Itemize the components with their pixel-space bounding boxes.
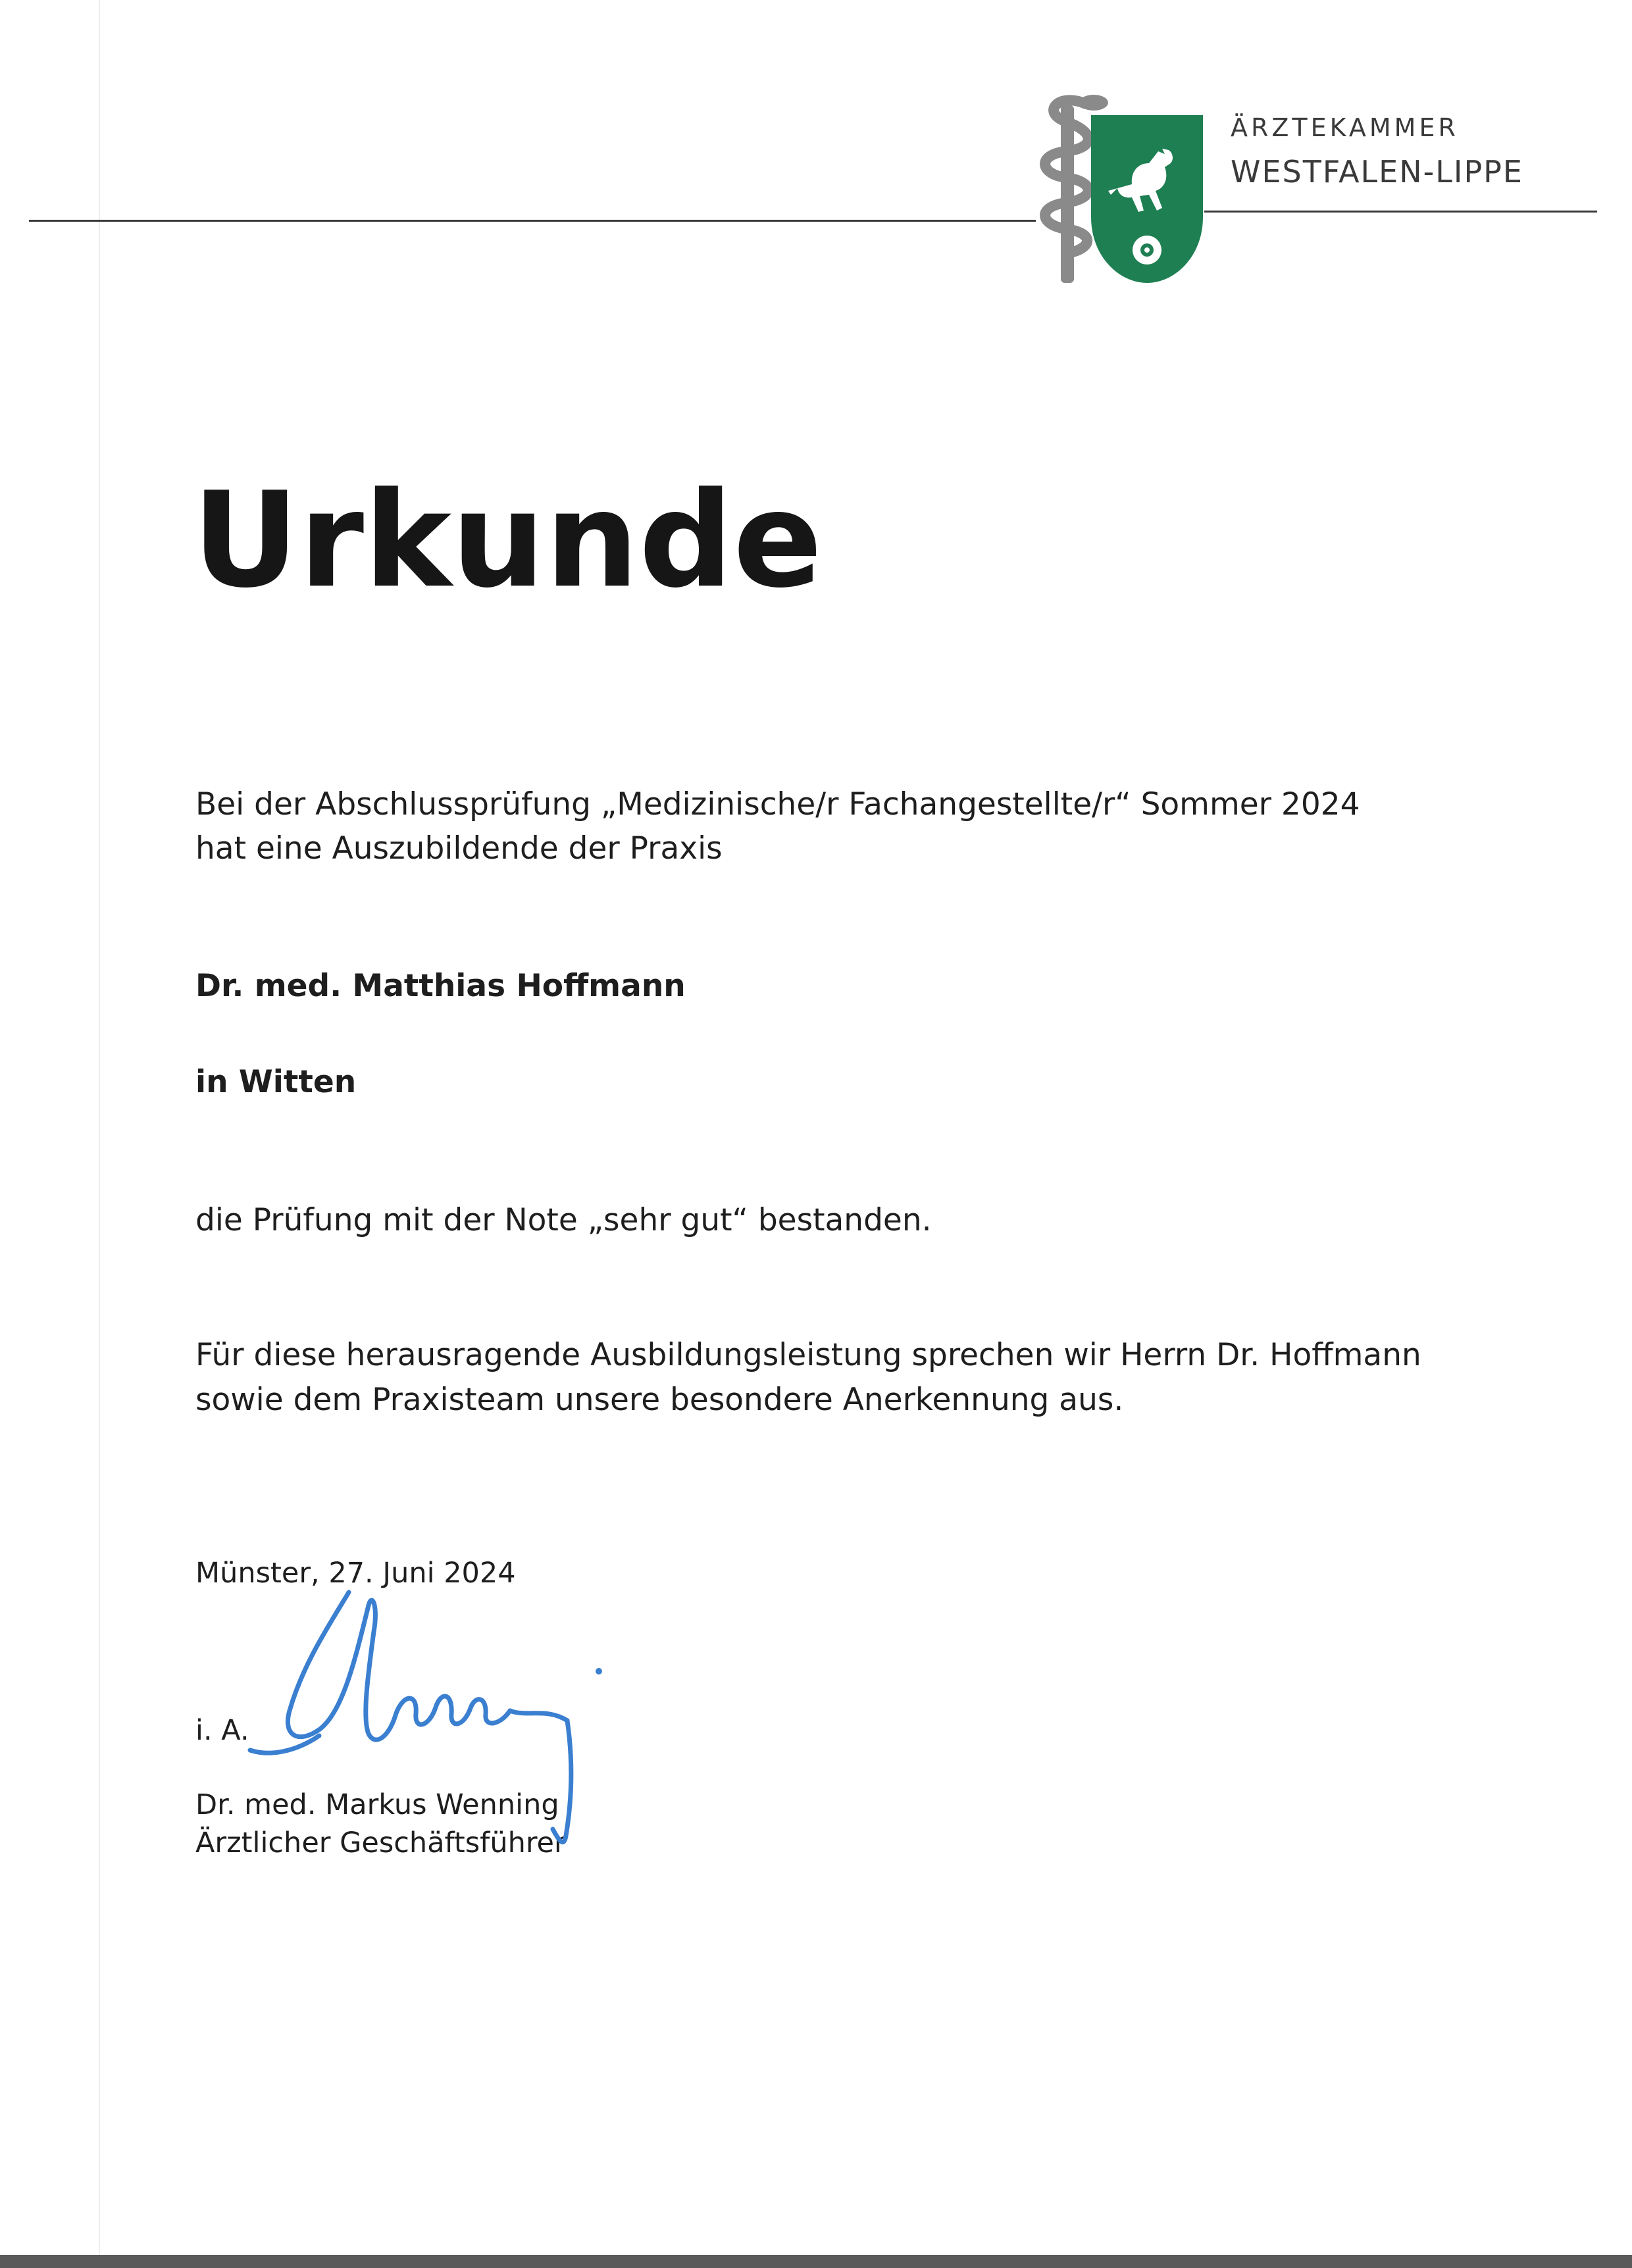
signer-name: Dr. med. Markus Wenning (195, 1788, 559, 1821)
scan-bottom-edge (0, 2255, 1632, 2268)
practice-name: Dr. med. Matthias Hoffmann (195, 968, 686, 1004)
header-rule-right (1204, 211, 1597, 213)
practice-location: in Witten (195, 1064, 357, 1100)
serpent-icon (1045, 100, 1088, 253)
recognition-line-1: Für diese herausragende Ausbildungsleistung sprechen wir Herrn Dr. Hoffmann (195, 1337, 1421, 1373)
recognition-line-2: sowie dem Praxisteam unsere besondere Anerkennung aus. (195, 1382, 1124, 1418)
page-title: Urkunde (192, 464, 823, 617)
westfalen-horse-crest-icon (1033, 86, 1204, 290)
handwritten-signature (243, 1579, 665, 1921)
organization-name: ÄRZTEKAMMER (1231, 113, 1459, 142)
header-rule-left (29, 220, 1036, 222)
intro-line-1: Bei der Abschlussprüfung „Medizinische/r Fachangestellte/r“ Sommer 2024 (195, 786, 1360, 822)
organization-region: WESTFALEN-LIPPE (1231, 154, 1523, 189)
scan-left-edge (99, 0, 100, 2268)
on-behalf: i. A. (195, 1714, 249, 1747)
signer-role: Ärztlicher Geschäftsführer (195, 1827, 566, 1859)
exam-result: die Prüfung mit der Note „sehr gut“ bestanden. (195, 1202, 932, 1238)
intro-line-2: hat eine Auszubildende der Praxis (195, 830, 723, 867)
place-date: Münster, 27. Juni 2024 (195, 1557, 516, 1590)
rose-icon (1133, 236, 1161, 265)
